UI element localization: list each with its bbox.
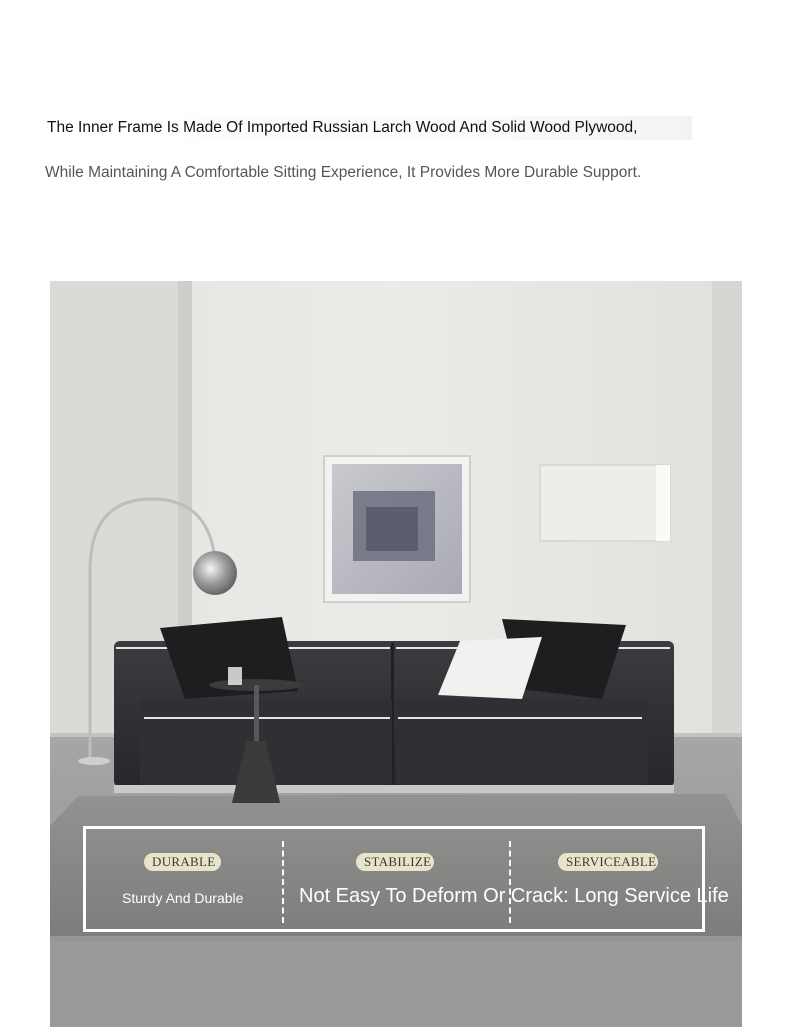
intro-subheading: While Maintaining A Comfortable Sitting Experience, It Provides More Durable Support. <box>45 164 642 181</box>
badge-durable: DURABLE <box>144 853 221 871</box>
lamp-shade <box>193 551 237 595</box>
feature-divider <box>282 841 284 923</box>
feature-divider <box>509 841 511 923</box>
feature-box <box>83 826 729 932</box>
feature-text-durable: Sturdy And Durable <box>122 890 244 906</box>
badge-stabilize: STABILIZE <box>356 853 434 871</box>
badge-serviceable: SERVICEABLE <box>558 853 658 871</box>
intro-heading: The Inner Frame Is Made Of Imported Russian Larch Wood And Solid Wood Plywood, <box>47 116 692 140</box>
feature-text-stabilize: Not Easy To Deform Or Crack: Long Service Life <box>299 885 729 907</box>
